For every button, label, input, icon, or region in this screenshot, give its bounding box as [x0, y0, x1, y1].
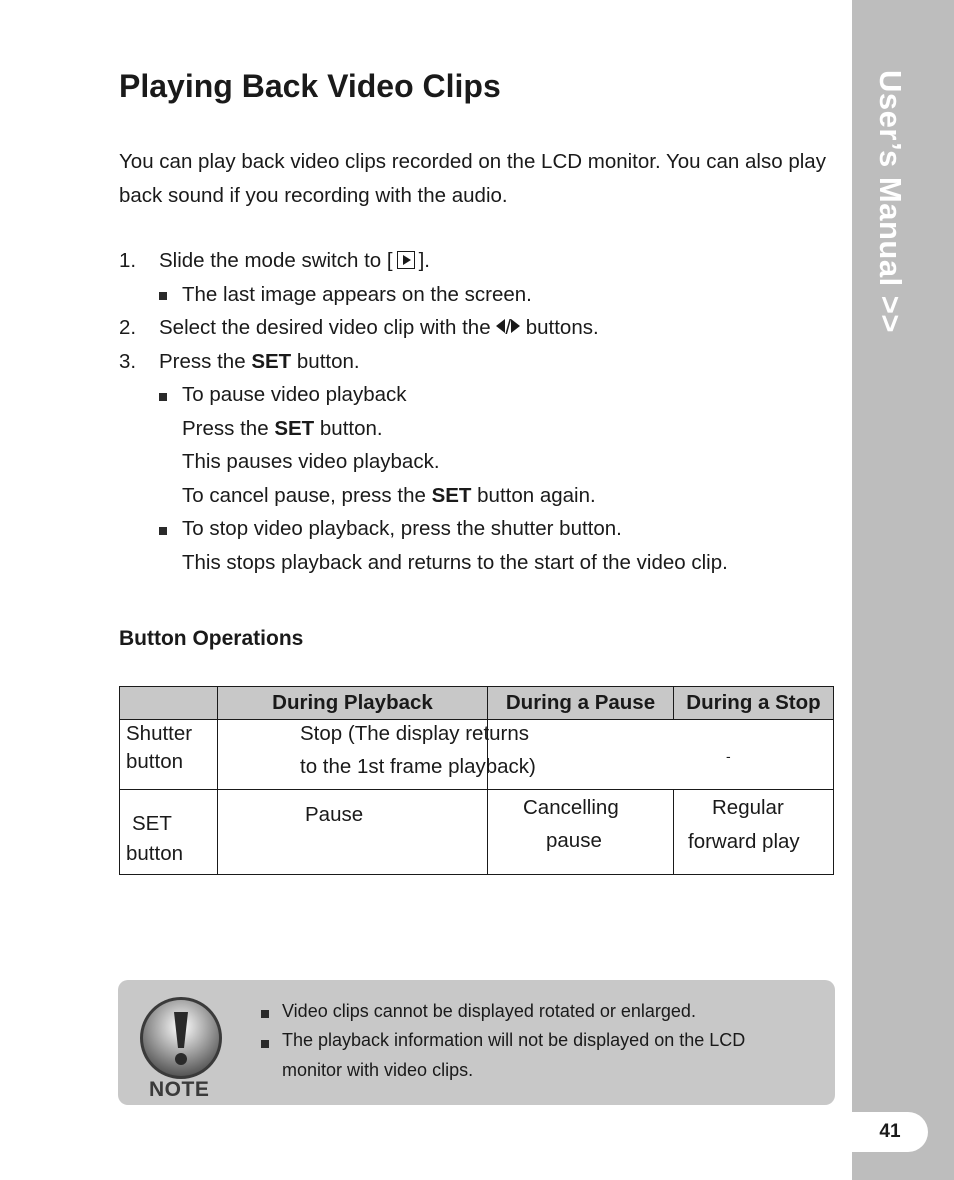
table-header-cell: During a Pause — [488, 687, 674, 720]
step-2-slash: / — [505, 316, 512, 339]
step-2-text-b: buttons. — [525, 316, 599, 339]
table-cell — [120, 790, 218, 875]
stop-line-1: This stops playback and returns to the start of the video clip. — [182, 551, 728, 574]
table-row — [120, 720, 834, 790]
note-item-2-line-1: The playback information will not be displayed on the LCD — [282, 1030, 746, 1050]
pause-3-text-b: button again. — [477, 484, 596, 507]
step-1-number: 1. — [119, 249, 137, 272]
step-2-number: 2. — [119, 316, 137, 339]
table-header-cell — [120, 687, 218, 720]
note-item-1: Video clips cannot be displayed rotated or enlarged. — [282, 1001, 696, 1021]
table-cell — [488, 720, 834, 790]
page-number: 41 — [852, 1112, 928, 1152]
step-1-text-b: ]. — [418, 249, 430, 272]
row-label-line-2: button — [126, 750, 183, 773]
table-cell — [218, 790, 488, 875]
bullet-icon — [159, 527, 167, 535]
step-3-number: 3. — [119, 350, 137, 373]
pause-3-bold: SET — [431, 484, 472, 507]
cell-line-2: forward play — [688, 830, 800, 853]
button-operations-heading: Button Operations — [119, 627, 304, 650]
sidebar-title: User’s Manual >> — [873, 70, 908, 334]
table-cell — [674, 790, 834, 875]
bullet-icon — [159, 292, 167, 300]
step-1-bullet: The last image appears on the screen. — [182, 283, 532, 306]
step-3-text-b: button. — [296, 350, 360, 373]
table-cell — [218, 720, 536, 790]
row-label-line-1: SET — [132, 812, 172, 835]
pause-1-bold: SET — [274, 417, 315, 440]
step-2 — [159, 315, 599, 341]
table-cell — [120, 720, 218, 790]
right-arrow-icon — [511, 319, 520, 333]
pause-line-3 — [182, 483, 596, 509]
step-3-text-a: Press the — [159, 350, 246, 373]
intro-paragraph: You can play back video clips recorded on the LCD monitor. You can also play back sound if you recording with the audio. — [119, 150, 826, 207]
left-arrow-icon — [496, 319, 505, 333]
cell-dash: - — [726, 748, 731, 764]
stop-heading: To stop video playback, press the shutter button. — [182, 517, 622, 540]
row-label-line-1: Shutter — [126, 722, 193, 745]
row-label-line-2: button — [126, 842, 183, 865]
step-1 — [159, 248, 430, 274]
cell-line-1: Cancelling — [523, 796, 619, 819]
bullet-icon — [261, 1010, 269, 1018]
note-label: NOTE — [149, 1078, 210, 1101]
button-operations-table — [119, 686, 834, 875]
cell-line-1: Stop (The display returns — [300, 722, 530, 745]
note-box — [118, 980, 835, 1105]
table-row — [120, 790, 834, 875]
pause-3-text-a: To cancel pause, press the — [182, 484, 426, 507]
table-header-cell: During Playback — [218, 687, 488, 720]
cell-line-2: pause — [546, 829, 602, 852]
step-3-bold: SET — [251, 350, 292, 373]
step-1-text-a: Slide the mode switch to [ — [159, 249, 393, 272]
table-header-row — [120, 687, 834, 720]
cell-line-2: to the 1st frame playback) — [300, 755, 536, 778]
bullet-icon — [261, 1040, 269, 1048]
note-icon — [138, 990, 224, 1101]
cell-line-1: Regular — [712, 796, 784, 819]
cell-text: Pause — [305, 803, 364, 826]
step-2-text-a: Select the desired video clip with the — [159, 316, 491, 339]
pause-line-1 — [182, 416, 383, 442]
pause-1-text-b: button. — [319, 417, 383, 440]
page-title: Playing Back Video Clips — [119, 68, 501, 104]
step-3 — [159, 349, 360, 375]
pause-heading: To pause video playback — [182, 383, 407, 406]
bullet-icon — [159, 393, 167, 401]
pause-1-text-a: Press the — [182, 417, 269, 440]
pause-line-2: This pauses video playback. — [182, 450, 440, 473]
table-cell — [488, 790, 674, 875]
table-header-cell: During a Stop — [674, 687, 834, 720]
note-item-2-line-2: monitor with video clips. — [282, 1060, 474, 1080]
play-mode-icon — [397, 251, 415, 269]
